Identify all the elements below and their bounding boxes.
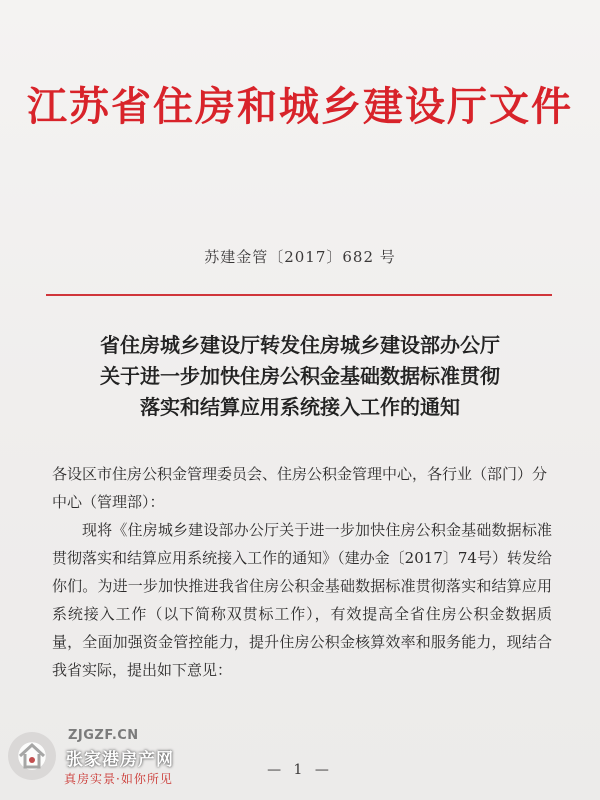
notice-title-line: 省住房城乡建设厅转发住房城乡建设部办公厅 — [100, 333, 500, 357]
addressee-paragraph: 各设区市住房公积金管理委员会、住房公积金管理中心，各行业（部门）分中心（管理部）： — [52, 465, 548, 511]
notice-body — [52, 460, 552, 684]
red-divider-line — [46, 294, 552, 296]
notice-title — [50, 330, 550, 423]
watermark-domain: ZJGZF.CN — [68, 728, 139, 743]
page-number: — 1 — — [267, 762, 333, 778]
watermark-site-name: 张家港房产网 — [66, 750, 174, 770]
document-number: 苏建金管〔2017〕682 号 — [204, 248, 396, 266]
issuing-authority-title: 江苏省住房和城乡建设厅文件 — [27, 83, 573, 130]
watermark-slogan: 真房实景·如你所见 — [64, 772, 173, 786]
notice-title-line: 落实和结算应用系统接入工作的通知 — [140, 395, 460, 419]
notice-title-line: 关于进一步加快住房公积金基础数据标准贯彻 — [100, 364, 500, 388]
body-paragraph: 现将《住房城乡建设部办公厅关于进一步加快住房公积金基础数据标准贯彻落实和结算应用系统接入工作的通知》（建办金〔2017〕74号）转发给你们。为进一步加快推进我省住房公积金基础数据标准贯彻落实和结算应用系统接入工作（以下简称双贯标工作），有效提高全省住房公积金数据质量，全面加强资金管控能力，提升住房公积金核算效率和服务能力，现结合我省实际，提出如下意见： — [52, 521, 552, 679]
site-watermark — [6, 726, 226, 788]
